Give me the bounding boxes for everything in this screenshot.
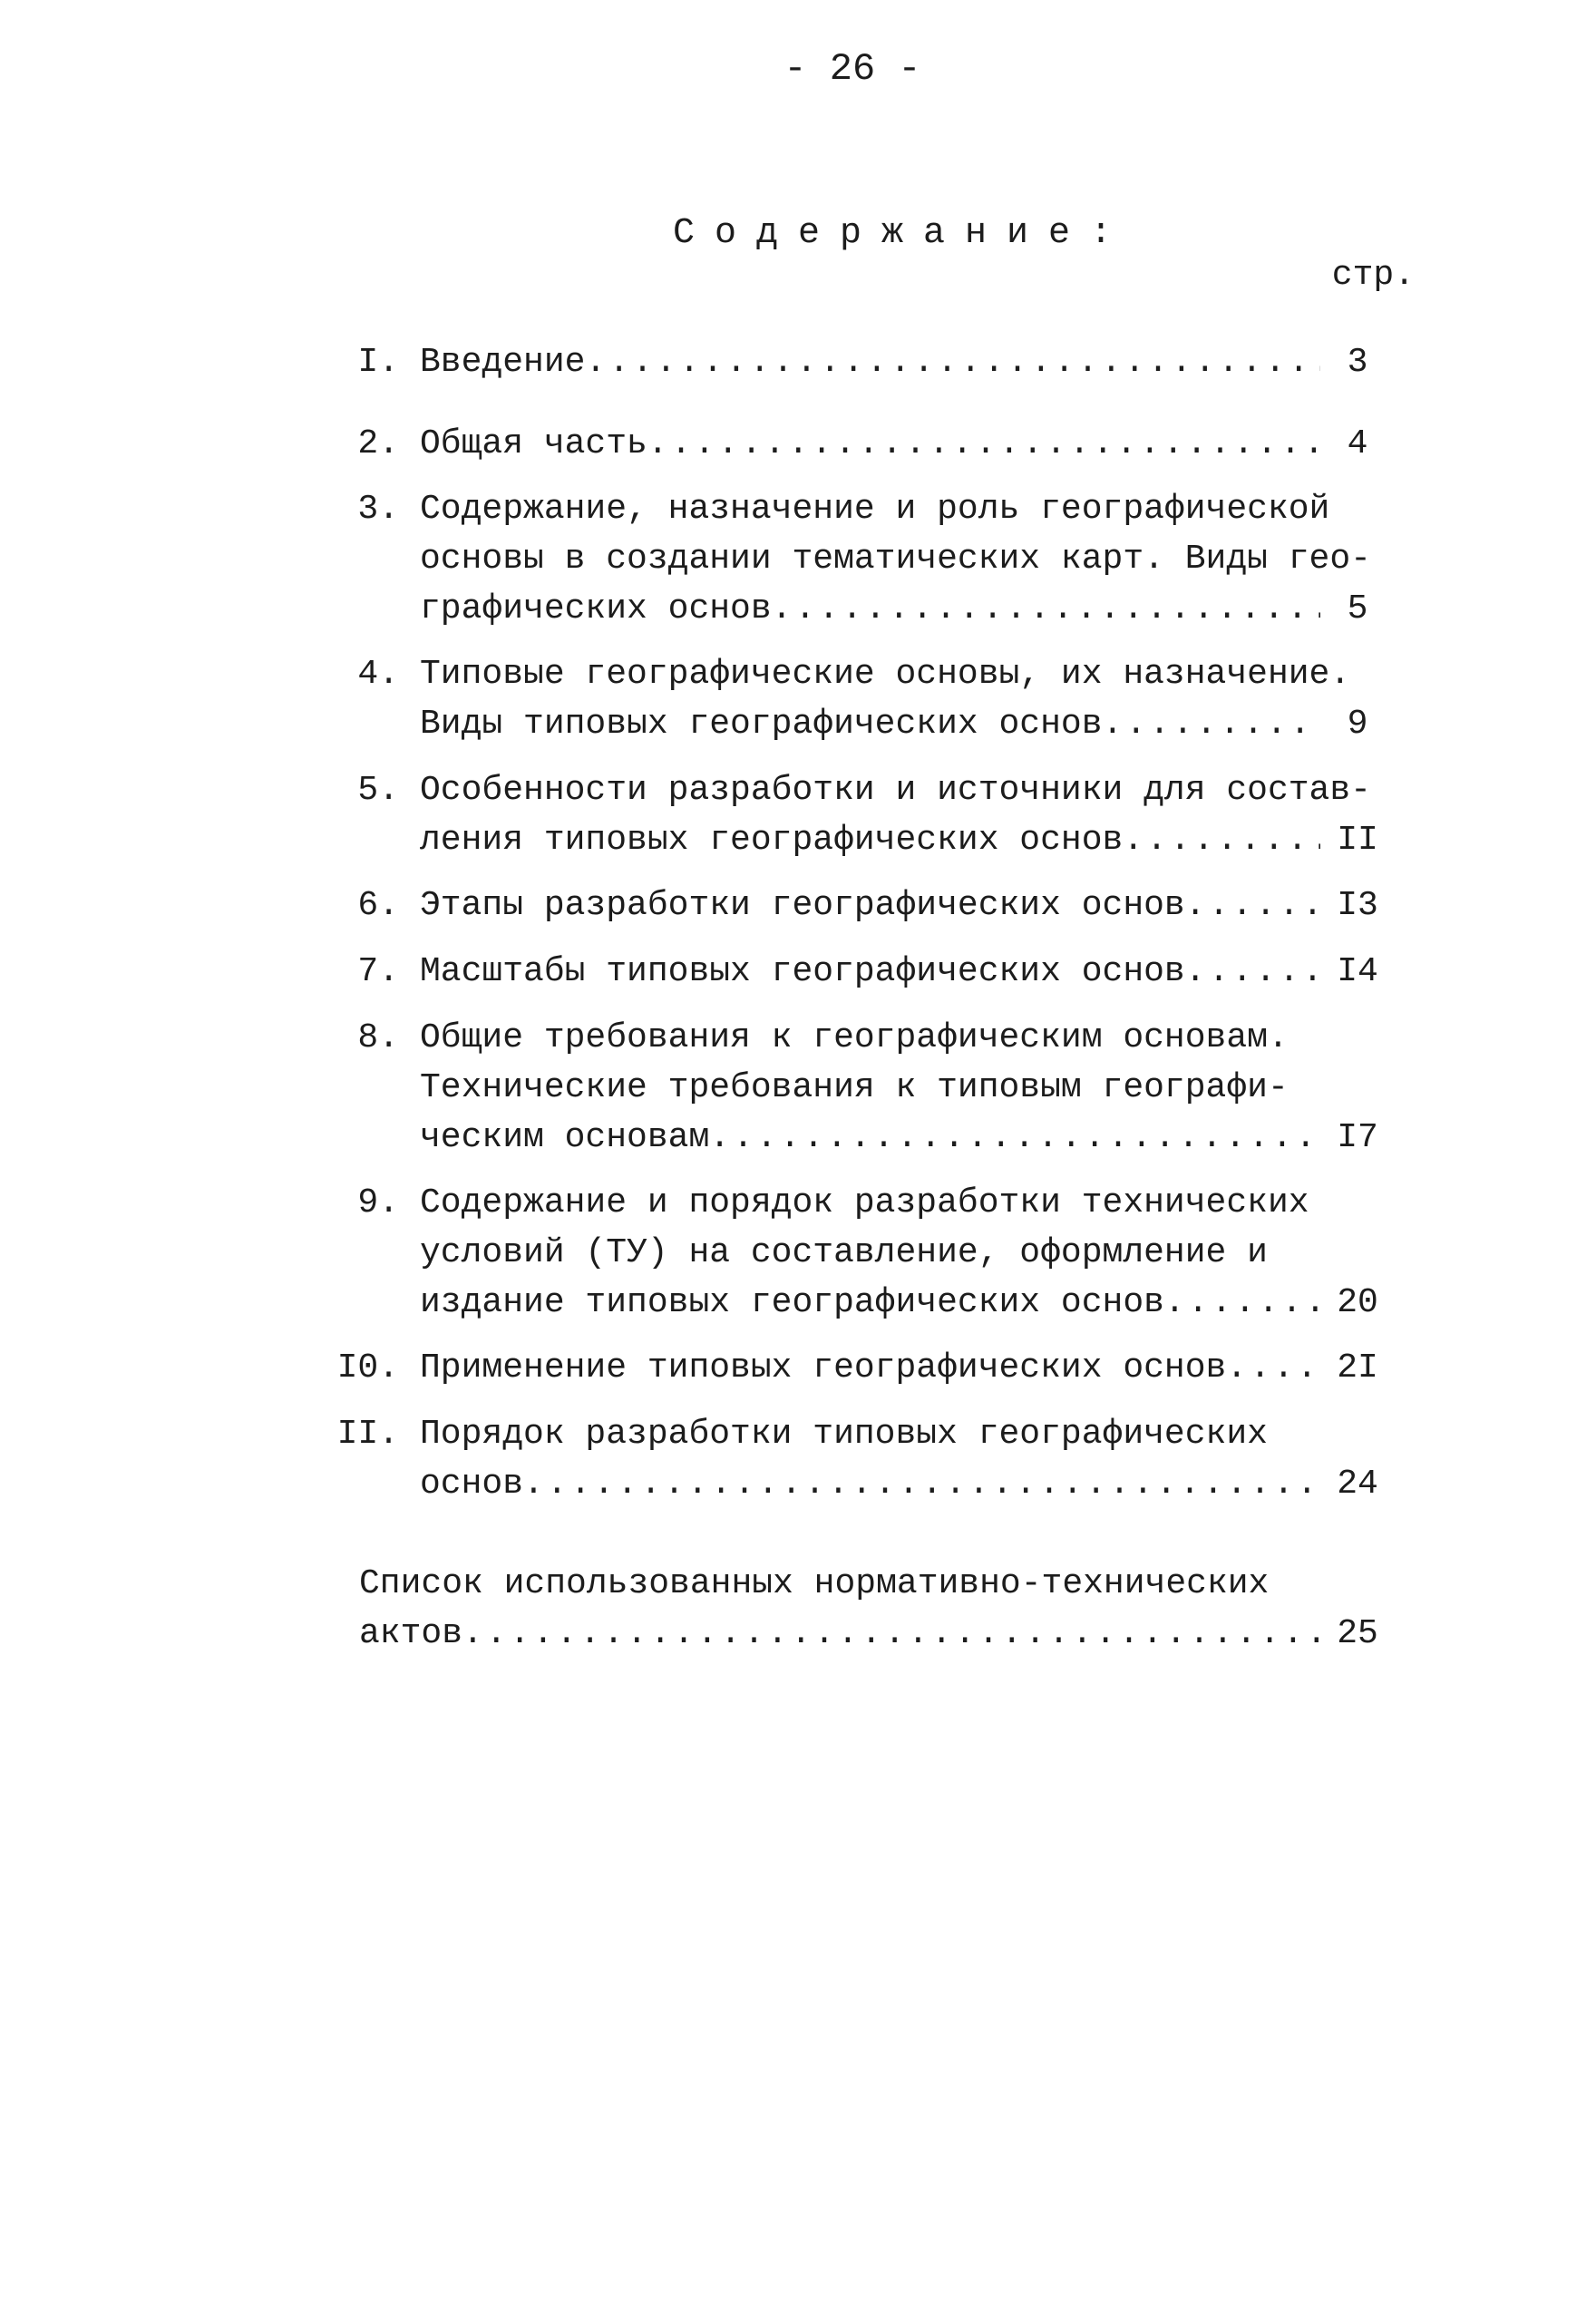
dot-leader bbox=[1185, 886, 1320, 925]
toc-entry-page: 4 bbox=[1347, 424, 1368, 463]
toc-entry-page: 20 bbox=[1337, 1283, 1378, 1322]
dot-leader bbox=[585, 343, 1320, 382]
toc-entry-page: 5 bbox=[1347, 589, 1368, 628]
toc-entry-title: основ bbox=[420, 1465, 524, 1504]
toc-entry-number: 3. bbox=[357, 490, 399, 529]
toc-entry-title-line: Особенности разработки и источники для состав- bbox=[420, 771, 1371, 810]
page-number: - 26 - bbox=[783, 47, 921, 91]
page-column-header: стр. bbox=[1331, 256, 1415, 295]
toc-entry-leader-line bbox=[420, 886, 1320, 925]
dot-leader bbox=[523, 1465, 1320, 1504]
toc-entry-number: 2. bbox=[357, 424, 399, 463]
toc-entry-title: Этапы разработки географических основ bbox=[420, 886, 1185, 925]
toc-entry-title-line: Содержание, назначение и роль географической bbox=[420, 490, 1330, 529]
toc-entry-title: ления типовых географических основ bbox=[420, 821, 1124, 860]
toc-entry-title: графических основ bbox=[420, 589, 772, 628]
dot-leader bbox=[647, 424, 1320, 463]
toc-entry-title: актов bbox=[359, 1614, 463, 1653]
toc-entry-page: I7 bbox=[1337, 1118, 1378, 1157]
toc-entry-page: 3 bbox=[1347, 343, 1368, 382]
toc-entry-leader-line bbox=[420, 952, 1320, 991]
toc-entry-number: I0. bbox=[336, 1348, 399, 1387]
toc-entry-page: 2I bbox=[1337, 1348, 1378, 1387]
toc-entry-number: 8. bbox=[357, 1018, 399, 1057]
toc-entry-title: ческим основам bbox=[420, 1118, 710, 1157]
toc-entry-leader-line bbox=[420, 1348, 1320, 1387]
toc-entry-title-line: условий (ТУ) на составление, оформление и bbox=[420, 1233, 1268, 1272]
toc-entry-title: Введение bbox=[420, 343, 586, 382]
dot-leader bbox=[1123, 821, 1320, 860]
dot-leader bbox=[462, 1614, 1320, 1653]
toc-entry-number: II. bbox=[336, 1415, 399, 1454]
toc-entry-leader-line bbox=[420, 821, 1320, 860]
toc-entry-leader-line bbox=[420, 589, 1320, 628]
toc-entry-leader-line bbox=[359, 1614, 1320, 1653]
toc-entry-number: I. bbox=[357, 343, 399, 382]
toc-entry-number: 7. bbox=[357, 952, 399, 991]
toc-entry-leader-line bbox=[420, 1118, 1320, 1157]
toc-entry-number: 9. bbox=[357, 1183, 399, 1222]
toc-entry-title: Виды типовых географических основ bbox=[420, 705, 1103, 744]
toc-entry-title: Общая часть bbox=[420, 424, 647, 463]
toc-entry-number: 4. bbox=[357, 655, 399, 694]
toc-entry-leader-line bbox=[420, 424, 1320, 463]
dot-leader bbox=[1185, 952, 1320, 991]
toc-entry-title-line: Содержание и порядок разработки технических bbox=[420, 1183, 1309, 1222]
toc-entry-title-line: Общие требования к географическим основам. bbox=[420, 1018, 1289, 1057]
dot-leader bbox=[1103, 705, 1320, 744]
toc-entry-leader-line bbox=[420, 705, 1320, 744]
toc-entry-leader-line bbox=[420, 1465, 1320, 1504]
toc-entry-leader-line bbox=[420, 343, 1320, 382]
dot-leader bbox=[1164, 1283, 1320, 1322]
toc-entry-title: издание типовых географических основ bbox=[420, 1283, 1164, 1322]
toc-entry-leader-line bbox=[420, 1283, 1320, 1322]
toc-entry-title: Масштабы типовых географических основ bbox=[420, 952, 1185, 991]
toc-entry-page: 9 bbox=[1347, 705, 1368, 744]
toc-entry-title-line: Порядок разработки типовых географических bbox=[420, 1415, 1268, 1454]
toc-entry-number: 5. bbox=[357, 771, 399, 810]
toc-entry-page: II bbox=[1337, 821, 1378, 860]
toc-entry-number: 6. bbox=[357, 886, 399, 925]
toc-entry-title-line: Типовые географические основы, их назначение. bbox=[420, 655, 1351, 694]
toc-entry-title: Применение типовых географических основ bbox=[420, 1348, 1227, 1387]
toc-entry-page: I4 bbox=[1337, 952, 1378, 991]
page-title: Содержание: bbox=[672, 213, 1133, 254]
toc-entry-page: 25 bbox=[1337, 1614, 1378, 1653]
toc-entry-title-line: Технические требования к типовым географи- bbox=[420, 1068, 1289, 1107]
toc-entry-title-line: Список использованных нормативно-технических bbox=[359, 1564, 1270, 1603]
toc-entry-page: 24 bbox=[1337, 1465, 1378, 1504]
dot-leader bbox=[1226, 1348, 1320, 1387]
dot-leader bbox=[709, 1118, 1320, 1157]
toc-entry-title-line: основы в создании тематических карт. Виды гео- bbox=[420, 540, 1371, 579]
dot-leader bbox=[772, 589, 1320, 628]
toc-entry-page: I3 bbox=[1337, 886, 1378, 925]
